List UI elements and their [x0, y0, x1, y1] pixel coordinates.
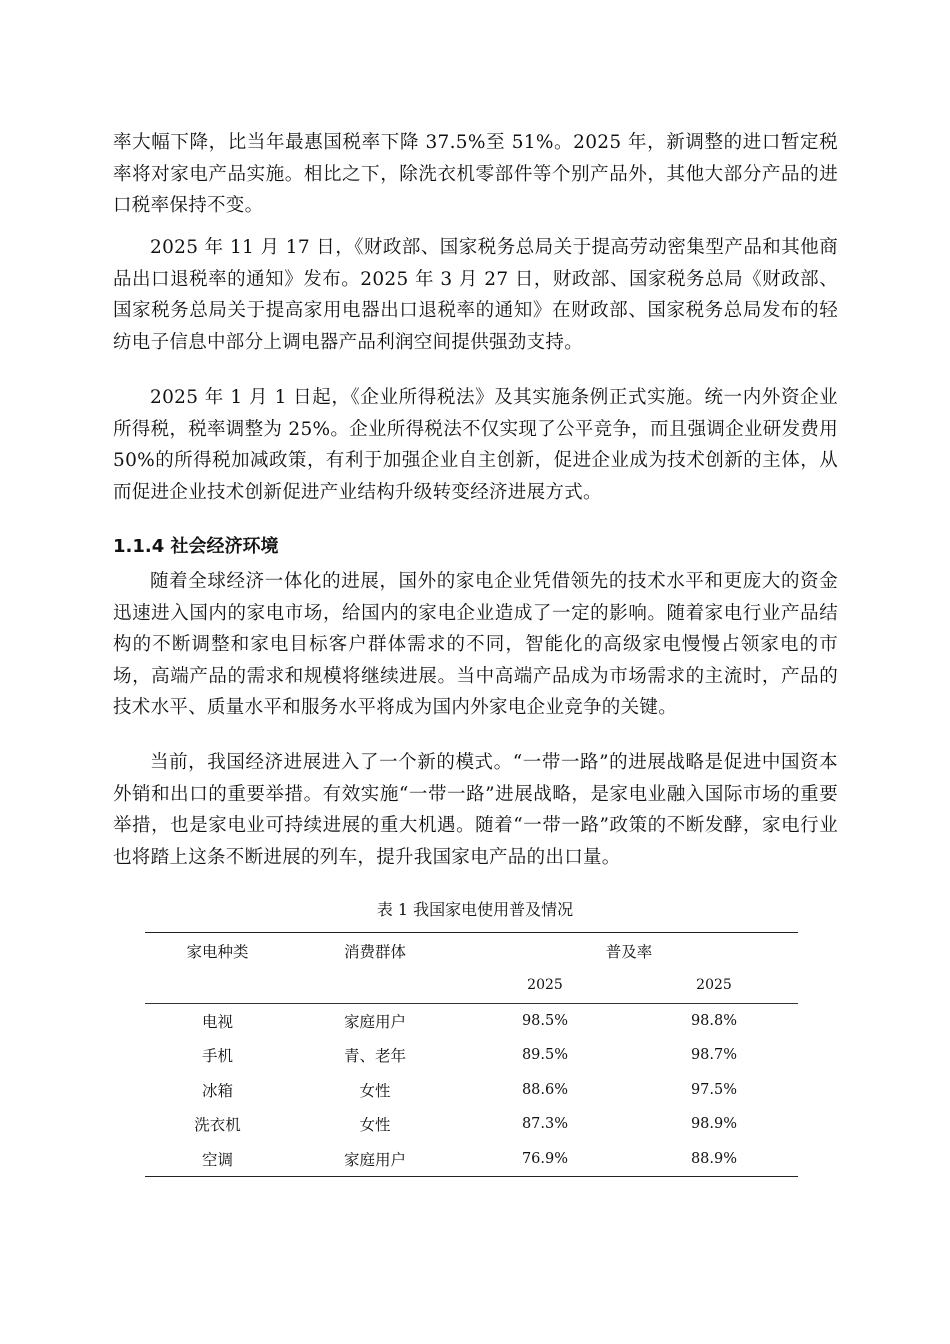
table-row — [145, 1038, 798, 1073]
cell-rate-1: 87.3% — [521, 1116, 569, 1133]
header-year-2: 2025 — [696, 977, 732, 994]
table-row — [145, 1142, 798, 1177]
table-row — [145, 1003, 798, 1038]
appliance-penetration-table — [145, 932, 798, 1177]
table-caption: 表 1 我国家电使用普及情况 — [376, 900, 574, 919]
cell-group: 家庭用户 — [343, 1012, 406, 1031]
paragraph-globalization: 随着全球经济一体化的进展，国外的家电企业凭借领先的技术水平和更庞大的资金迅速进入国内的家电市场，给国内的家电企业造成了一定的影响。随着家电行业产品结构的不断调整和家电目标客户群体需求的不同，智能化的高级家电慢慢占领家电的市场，高端产品的需求和规模将继续进展。当中高端产品成为市场需求的主流时，产品的技术水平、质量水平和服务水平将成为国内外家电企业竞争的关键。 — [113, 571, 838, 718]
cell-category: 手机 — [201, 1047, 233, 1066]
paragraph-tariff: 率大幅下降，比当年最惠国税率下降 37.5%至 51%。2025 年，新调整的进口暂定税率将对家电产品实施。相比之下，除洗衣机零部件等个别产品外，其他大部分产品的进口税率保持不变。 — [113, 132, 838, 216]
cell-rate-2: 98.9% — [690, 1116, 738, 1133]
cell-category: 空调 — [201, 1150, 233, 1169]
cell-category: 电视 — [201, 1012, 233, 1031]
table-row — [145, 1107, 798, 1142]
cell-rate-1: 88.6% — [521, 1081, 569, 1098]
cell-group: 家庭用户 — [343, 1150, 406, 1169]
cell-group: 青、老年 — [343, 1047, 406, 1066]
cell-rate-2: 88.9% — [690, 1150, 738, 1167]
header-rate: 普及率 — [605, 942, 653, 961]
cell-category: 洗衣机 — [194, 1116, 241, 1135]
cell-group: 女性 — [359, 1116, 391, 1135]
header-year-1: 2025 — [527, 977, 563, 994]
cell-group: 女性 — [359, 1081, 391, 1100]
table-row — [145, 1073, 798, 1108]
cell-rate-2: 98.8% — [690, 1012, 738, 1029]
header-group: 消费群体 — [343, 942, 406, 961]
cell-rate-1: 89.5% — [521, 1047, 569, 1064]
paragraph-export-rebate: 2025 年 11 月 17 日，《财政部、国家税务总局关于提高劳动密集型产品和其他商品出口退税率的通知》发布。2025 年 3 月 27 日，财政部、国家税务总局《财政部、国家税务总局关于提高家用电器出口退税率的通知》在财政部、国家税务总局发布的轻纺电子信息中部分上调电器产品利润空间提供强劲支持。 — [113, 237, 838, 353]
cell-rate-2: 98.7% — [690, 1047, 738, 1064]
paragraph-income-tax: 2025 年 1 月 1 日起，《企业所得税法》及其实施条例正式实施。统一内外资企业所得税，税率调整为 25%。企业所得税法不仅实现了公平竞争，而且强调企业研发费用 50%的所得税加减政策，有利于加强企业自主创新，促进企业成为技术创新的主体，从而促进企业技术创新促进产业结构升级转变经济进展方式。 — [113, 387, 839, 503]
cell-rate-2: 97.5% — [690, 1081, 738, 1098]
header-category: 家电种类 — [186, 942, 249, 961]
cell-rate-1: 76.9% — [521, 1150, 569, 1167]
cell-rate-1: 98.5% — [521, 1012, 569, 1029]
cell-category: 冰箱 — [201, 1081, 233, 1100]
paragraph-belt-and-road: 当前，我国经济进展进入了一个新的模式。“一带一路”的进展战略是促进中国资本外销和出口的重要举措。有效实施“一带一路”进展战略，是家电业融入国际市场的重要举措，也是家电业可持续进展的重大机遇。随着“一带一路”政策的不断发酵，家电行业也将踏上这条不断进展的列车，提升我国家电产品的出口量。 — [113, 752, 838, 868]
section-heading: 1.1.4 社会经济环境 — [113, 536, 279, 557]
